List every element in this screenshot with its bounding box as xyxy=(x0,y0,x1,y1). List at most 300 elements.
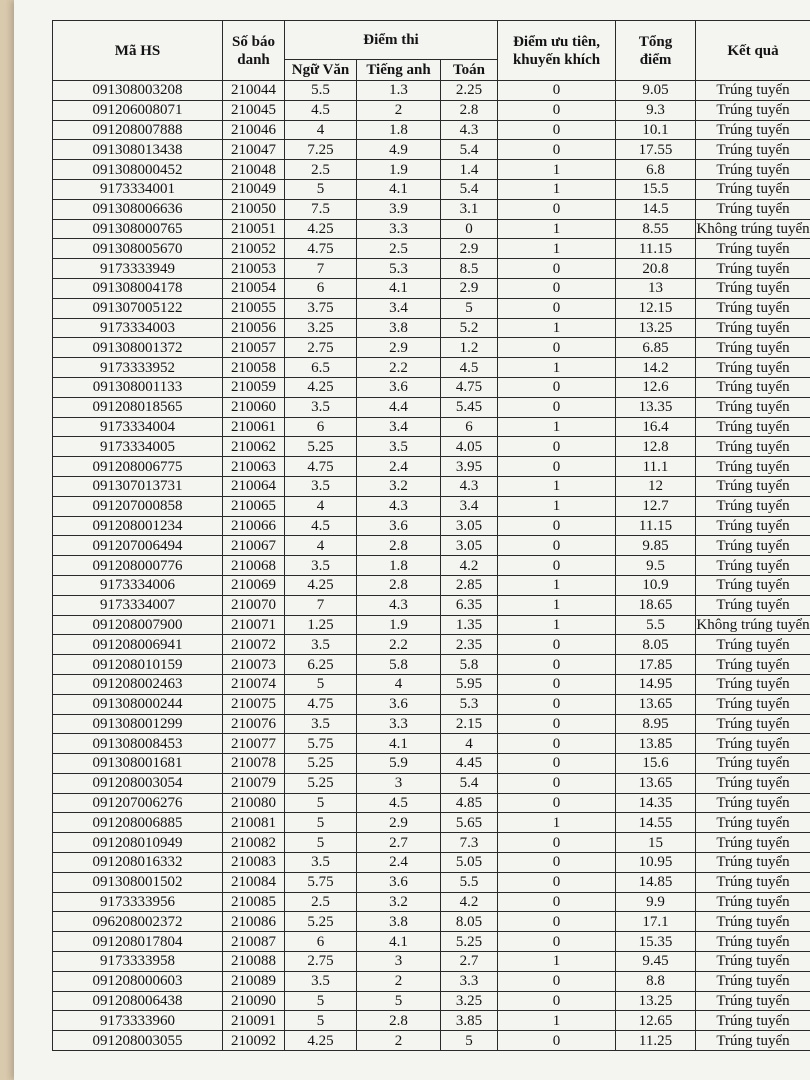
cell-ngu-van: 3.5 xyxy=(285,476,357,496)
cell-uu-tien: 0 xyxy=(498,892,616,912)
cell-uu-tien: 0 xyxy=(498,833,616,853)
table-row xyxy=(53,476,810,496)
cell-uu-tien: 0 xyxy=(498,81,616,101)
cell-toan: 5.25 xyxy=(441,932,498,952)
cell-ngu-van: 6 xyxy=(285,417,357,437)
table-row xyxy=(53,734,810,754)
cell-tong-diem: 11.1 xyxy=(616,457,696,477)
cell-ma-hs: 091208006885 xyxy=(53,813,223,833)
cell-toan: 2.9 xyxy=(441,239,498,259)
cell-ma-hs: 091208006438 xyxy=(53,991,223,1011)
cell-ngu-van: 7.5 xyxy=(285,199,357,219)
cell-uu-tien: 0 xyxy=(498,655,616,675)
cell-uu-tien: 0 xyxy=(498,338,616,358)
cell-uu-tien: 0 xyxy=(498,377,616,397)
cell-ngu-van: 4.25 xyxy=(285,377,357,397)
cell-toan: 8.5 xyxy=(441,259,498,279)
cell-tong-diem: 10.95 xyxy=(616,853,696,873)
cell-tieng-anh: 2.8 xyxy=(357,1011,441,1031)
cell-ket-qua: Trúng tuyển xyxy=(696,892,810,912)
cell-ket-qua: Trúng tuyển xyxy=(696,298,810,318)
cell-ket-qua: Trúng tuyển xyxy=(696,1011,810,1031)
cell-ket-qua: Trúng tuyển xyxy=(696,734,810,754)
cell-toan: 5.05 xyxy=(441,853,498,873)
paper-sheet xyxy=(14,0,810,1080)
cell-tong-diem: 13.25 xyxy=(616,991,696,1011)
cell-tieng-anh: 5 xyxy=(357,991,441,1011)
cell-ma-hs: 9173333952 xyxy=(53,358,223,378)
cell-so-bao-danh: 210075 xyxy=(223,694,285,714)
cell-toan: 4.2 xyxy=(441,892,498,912)
cell-so-bao-danh: 210085 xyxy=(223,892,285,912)
cell-so-bao-danh: 210076 xyxy=(223,714,285,734)
cell-ket-qua: Trúng tuyển xyxy=(696,991,810,1011)
cell-tieng-anh: 2.8 xyxy=(357,536,441,556)
cell-tong-diem: 9.9 xyxy=(616,892,696,912)
cell-tong-diem: 15 xyxy=(616,833,696,853)
cell-ket-qua: Trúng tuyển xyxy=(696,377,810,397)
table-row xyxy=(53,120,810,140)
cell-tong-diem: 12.7 xyxy=(616,496,696,516)
cell-ngu-van: 4.5 xyxy=(285,100,357,120)
cell-ma-hs: 091208003054 xyxy=(53,773,223,793)
table-row xyxy=(53,259,810,279)
cell-ngu-van: 3.25 xyxy=(285,318,357,338)
cell-ket-qua: Trúng tuyển xyxy=(696,120,810,140)
cell-tong-diem: 11.15 xyxy=(616,239,696,259)
cell-ngu-van: 5.25 xyxy=(285,912,357,932)
cell-toan: 5.95 xyxy=(441,674,498,694)
cell-so-bao-danh: 210073 xyxy=(223,655,285,675)
cell-tieng-anh: 3.3 xyxy=(357,714,441,734)
cell-ngu-van: 6.25 xyxy=(285,655,357,675)
table-row xyxy=(53,991,810,1011)
cell-ket-qua: Trúng tuyển xyxy=(696,714,810,734)
cell-ngu-van: 5 xyxy=(285,833,357,853)
cell-so-bao-danh: 210089 xyxy=(223,971,285,991)
cell-ket-qua: Trúng tuyển xyxy=(696,635,810,655)
cell-toan: 3.25 xyxy=(441,991,498,1011)
cell-ma-hs: 091308000765 xyxy=(53,219,223,239)
cell-ket-qua: Trúng tuyển xyxy=(696,872,810,892)
cell-ngu-van: 3.5 xyxy=(285,971,357,991)
cell-ma-hs: 091208017804 xyxy=(53,932,223,952)
cell-toan: 0 xyxy=(441,219,498,239)
cell-so-bao-danh: 210087 xyxy=(223,932,285,952)
table-row xyxy=(53,714,810,734)
cell-ngu-van: 5 xyxy=(285,179,357,199)
table-body xyxy=(53,81,810,1051)
cell-tong-diem: 20.8 xyxy=(616,259,696,279)
cell-tieng-anh: 5.8 xyxy=(357,655,441,675)
cell-ngu-van: 4 xyxy=(285,496,357,516)
results-table xyxy=(52,20,810,1051)
cell-tieng-anh: 4.3 xyxy=(357,595,441,615)
cell-ngu-van: 5.25 xyxy=(285,754,357,774)
cell-so-bao-danh: 210046 xyxy=(223,120,285,140)
table-row xyxy=(53,358,810,378)
table-row xyxy=(53,377,810,397)
cell-ngu-van: 3.75 xyxy=(285,298,357,318)
cell-tong-diem: 8.8 xyxy=(616,971,696,991)
cell-tong-diem: 12.8 xyxy=(616,437,696,457)
col-tieng-anh: Tiếng anh xyxy=(357,60,441,81)
cell-ma-hs: 091308001133 xyxy=(53,377,223,397)
cell-ngu-van: 4.25 xyxy=(285,1031,357,1051)
cell-tieng-anh: 3.3 xyxy=(357,219,441,239)
cell-so-bao-danh: 210051 xyxy=(223,219,285,239)
table-row xyxy=(53,81,810,101)
cell-so-bao-danh: 210079 xyxy=(223,773,285,793)
cell-tieng-anh: 1.3 xyxy=(357,81,441,101)
table-row xyxy=(53,952,810,972)
cell-uu-tien: 0 xyxy=(498,457,616,477)
cell-tieng-anh: 3.2 xyxy=(357,892,441,912)
cell-ma-hs: 091208003055 xyxy=(53,1031,223,1051)
table-row xyxy=(53,140,810,160)
cell-toan: 2.25 xyxy=(441,81,498,101)
table-row xyxy=(53,793,810,813)
cell-ket-qua: Không trúng tuyển xyxy=(696,220,810,237)
table-row xyxy=(53,100,810,120)
cell-tieng-anh: 3.5 xyxy=(357,437,441,457)
cell-tieng-anh: 2.5 xyxy=(357,239,441,259)
cell-ma-hs: 9173333960 xyxy=(53,1011,223,1031)
table-row xyxy=(53,773,810,793)
cell-ma-hs: 091208000776 xyxy=(53,556,223,576)
cell-ma-hs: 091208018565 xyxy=(53,397,223,417)
cell-tieng-anh: 3.2 xyxy=(357,476,441,496)
table-row xyxy=(53,575,810,595)
cell-ket-qua: Trúng tuyển xyxy=(696,674,810,694)
cell-ket-qua: Trúng tuyển xyxy=(696,932,810,952)
cell-ket-qua: Trúng tuyển xyxy=(696,199,810,219)
table-row xyxy=(53,397,810,417)
cell-tieng-anh: 2 xyxy=(357,1031,441,1051)
cell-ngu-van: 4 xyxy=(285,536,357,556)
cell-toan: 4.85 xyxy=(441,793,498,813)
cell-uu-tien: 1 xyxy=(498,358,616,378)
cell-ket-qua: Trúng tuyển xyxy=(696,853,810,873)
table-row xyxy=(53,179,810,199)
cell-ngu-van: 5 xyxy=(285,813,357,833)
table-row xyxy=(53,674,810,694)
cell-ket-qua: Trúng tuyển xyxy=(696,952,810,972)
cell-ma-hs: 091208002463 xyxy=(53,674,223,694)
table-row xyxy=(53,813,810,833)
cell-ngu-van: 1.25 xyxy=(285,615,357,635)
cell-so-bao-danh: 210090 xyxy=(223,991,285,1011)
cell-ket-qua: Trúng tuyển xyxy=(696,516,810,536)
cell-ket-qua: Trúng tuyển xyxy=(696,457,810,477)
cell-tong-diem: 10.9 xyxy=(616,575,696,595)
cell-tieng-anh: 1.8 xyxy=(357,120,441,140)
cell-ket-qua: Trúng tuyển xyxy=(696,773,810,793)
cell-tong-diem: 14.85 xyxy=(616,872,696,892)
col-diem-thi: Điểm thi xyxy=(285,21,498,60)
cell-uu-tien: 0 xyxy=(498,872,616,892)
table-row xyxy=(53,694,810,714)
cell-ket-qua: Trúng tuyển xyxy=(696,179,810,199)
cell-uu-tien: 0 xyxy=(498,298,616,318)
cell-tieng-anh: 4.1 xyxy=(357,932,441,952)
cell-uu-tien: 0 xyxy=(498,793,616,813)
cell-tong-diem: 15.35 xyxy=(616,932,696,952)
cell-tong-diem: 13.35 xyxy=(616,397,696,417)
cell-toan: 1.2 xyxy=(441,338,498,358)
cell-tong-diem: 17.1 xyxy=(616,912,696,932)
cell-ma-hs: 091207006494 xyxy=(53,536,223,556)
table-row xyxy=(53,872,810,892)
cell-ngu-van: 4 xyxy=(285,120,357,140)
cell-so-bao-danh: 210083 xyxy=(223,853,285,873)
cell-ma-hs: 091308008453 xyxy=(53,734,223,754)
cell-tieng-anh: 3.4 xyxy=(357,298,441,318)
cell-tieng-anh: 4.1 xyxy=(357,179,441,199)
cell-tieng-anh: 2.7 xyxy=(357,833,441,853)
cell-tong-diem: 13.65 xyxy=(616,773,696,793)
cell-tieng-anh: 4.5 xyxy=(357,793,441,813)
cell-so-bao-danh: 210082 xyxy=(223,833,285,853)
cell-ket-qua: Trúng tuyển xyxy=(696,1031,810,1051)
cell-tieng-anh: 3.6 xyxy=(357,377,441,397)
cell-ma-hs: 091208016332 xyxy=(53,853,223,873)
cell-ngu-van: 2.75 xyxy=(285,952,357,972)
cell-tong-diem: 8.95 xyxy=(616,714,696,734)
cell-so-bao-danh: 210069 xyxy=(223,575,285,595)
cell-ma-hs: 091308004178 xyxy=(53,278,223,298)
cell-uu-tien: 1 xyxy=(498,496,616,516)
cell-ma-hs: 091208000603 xyxy=(53,971,223,991)
cell-ngu-van: 5 xyxy=(285,991,357,1011)
cell-ket-qua: Trúng tuyển xyxy=(696,397,810,417)
cell-uu-tien: 0 xyxy=(498,773,616,793)
cell-so-bao-danh: 210081 xyxy=(223,813,285,833)
cell-ket-qua: Trúng tuyển xyxy=(696,655,810,675)
cell-tong-diem: 9.5 xyxy=(616,556,696,576)
cell-uu-tien: 0 xyxy=(498,516,616,536)
cell-tieng-anh: 1.9 xyxy=(357,615,441,635)
cell-ma-hs: 091206008071 xyxy=(53,100,223,120)
cell-ngu-van: 7 xyxy=(285,259,357,279)
cell-ngu-van: 2.5 xyxy=(285,160,357,180)
cell-ngu-van: 6 xyxy=(285,932,357,952)
cell-ngu-van: 5 xyxy=(285,793,357,813)
col-ma-hs: Mã HS xyxy=(53,21,223,81)
cell-tieng-anh: 3.9 xyxy=(357,199,441,219)
cell-ngu-van: 2.5 xyxy=(285,892,357,912)
table-row xyxy=(53,318,810,338)
cell-uu-tien: 0 xyxy=(498,278,616,298)
cell-so-bao-danh: 210060 xyxy=(223,397,285,417)
cell-ket-qua: Trúng tuyển xyxy=(696,476,810,496)
cell-tong-diem: 13.65 xyxy=(616,694,696,714)
cell-so-bao-danh: 210049 xyxy=(223,179,285,199)
table-row xyxy=(53,496,810,516)
cell-ma-hs: 091308005670 xyxy=(53,239,223,259)
cell-ma-hs: 091308001502 xyxy=(53,872,223,892)
cell-tieng-anh: 2.9 xyxy=(357,338,441,358)
cell-ngu-van: 5 xyxy=(285,1011,357,1031)
cell-ngu-van: 7.25 xyxy=(285,140,357,160)
cell-ma-hs: 091208010159 xyxy=(53,655,223,675)
cell-ma-hs: 9173333958 xyxy=(53,952,223,972)
cell-tong-diem: 13.85 xyxy=(616,734,696,754)
cell-toan: 4.2 xyxy=(441,556,498,576)
cell-ngu-van: 4.5 xyxy=(285,516,357,536)
cell-tieng-anh: 4.9 xyxy=(357,140,441,160)
cell-ngu-van: 4.75 xyxy=(285,239,357,259)
cell-so-bao-danh: 210067 xyxy=(223,536,285,556)
cell-uu-tien: 0 xyxy=(498,536,616,556)
cell-so-bao-danh: 210086 xyxy=(223,912,285,932)
cell-uu-tien: 1 xyxy=(498,575,616,595)
cell-tong-diem: 12.6 xyxy=(616,377,696,397)
table-row xyxy=(53,1031,810,1051)
cell-uu-tien: 0 xyxy=(498,140,616,160)
cell-ket-qua: Trúng tuyển xyxy=(696,358,810,378)
table-row xyxy=(53,516,810,536)
col-uu-tien: Điểm ưu tiên, khuyến khích xyxy=(498,21,616,81)
cell-toan: 5.4 xyxy=(441,140,498,160)
cell-tong-diem: 9.05 xyxy=(616,81,696,101)
cell-ket-qua: Trúng tuyển xyxy=(696,338,810,358)
cell-so-bao-danh: 210052 xyxy=(223,239,285,259)
cell-tong-diem: 14.5 xyxy=(616,199,696,219)
cell-ngu-van: 3.5 xyxy=(285,397,357,417)
cell-so-bao-danh: 210058 xyxy=(223,358,285,378)
cell-toan: 7.3 xyxy=(441,833,498,853)
table-row xyxy=(53,338,810,358)
cell-tieng-anh: 2.8 xyxy=(357,575,441,595)
cell-ket-qua: Trúng tuyển xyxy=(696,556,810,576)
cell-uu-tien: 1 xyxy=(498,952,616,972)
cell-ma-hs: 091308001372 xyxy=(53,338,223,358)
cell-ket-qua: Không trúng tuyển xyxy=(696,616,810,633)
cell-ket-qua: Trúng tuyển xyxy=(696,793,810,813)
table-row xyxy=(53,615,810,635)
table-row xyxy=(53,278,810,298)
cell-so-bao-danh: 210091 xyxy=(223,1011,285,1031)
table-row xyxy=(53,932,810,952)
cell-tieng-anh: 1.8 xyxy=(357,556,441,576)
cell-toan: 3.1 xyxy=(441,199,498,219)
cell-ket-qua: Trúng tuyển xyxy=(696,417,810,437)
cell-uu-tien: 0 xyxy=(498,754,616,774)
cell-uu-tien: 0 xyxy=(498,100,616,120)
cell-uu-tien: 0 xyxy=(498,971,616,991)
cell-tieng-anh: 5.3 xyxy=(357,259,441,279)
table-row xyxy=(53,635,810,655)
cell-ma-hs: 091208001234 xyxy=(53,516,223,536)
cell-toan: 5.3 xyxy=(441,694,498,714)
cell-uu-tien: 0 xyxy=(498,932,616,952)
cell-uu-tien: 0 xyxy=(498,674,616,694)
cell-tieng-anh: 4.1 xyxy=(357,278,441,298)
cell-so-bao-danh: 210088 xyxy=(223,952,285,972)
cell-toan: 4.75 xyxy=(441,377,498,397)
col-toan: Toán xyxy=(441,60,498,81)
cell-toan: 5.45 xyxy=(441,397,498,417)
cell-tong-diem: 16.4 xyxy=(616,417,696,437)
table-row xyxy=(53,595,810,615)
cell-ket-qua: Trúng tuyển xyxy=(696,833,810,853)
col-tong-diem: Tổng điểm xyxy=(616,21,696,81)
cell-so-bao-danh: 210047 xyxy=(223,140,285,160)
cell-ma-hs: 9173334004 xyxy=(53,417,223,437)
cell-tong-diem: 12.15 xyxy=(616,298,696,318)
cell-so-bao-danh: 210062 xyxy=(223,437,285,457)
cell-tieng-anh: 3.6 xyxy=(357,872,441,892)
cell-uu-tien: 1 xyxy=(498,1011,616,1031)
cell-tieng-anh: 3.6 xyxy=(357,516,441,536)
cell-ma-hs: 9173334007 xyxy=(53,595,223,615)
cell-tieng-anh: 2.2 xyxy=(357,635,441,655)
cell-so-bao-danh: 210074 xyxy=(223,674,285,694)
cell-toan: 5.2 xyxy=(441,318,498,338)
cell-tong-diem: 17.85 xyxy=(616,655,696,675)
cell-toan: 4.05 xyxy=(441,437,498,457)
cell-uu-tien: 0 xyxy=(498,734,616,754)
cell-tong-diem: 13.25 xyxy=(616,318,696,338)
table-row xyxy=(53,971,810,991)
cell-ma-hs: 091308000452 xyxy=(53,160,223,180)
cell-so-bao-danh: 210070 xyxy=(223,595,285,615)
table-row xyxy=(53,556,810,576)
table-row xyxy=(53,160,810,180)
cell-toan: 2.35 xyxy=(441,635,498,655)
cell-ket-qua: Trúng tuyển xyxy=(696,971,810,991)
col-ngu-van: Ngữ Văn xyxy=(285,60,357,81)
cell-toan: 2.7 xyxy=(441,952,498,972)
cell-uu-tien: 0 xyxy=(498,991,616,1011)
cell-uu-tien: 0 xyxy=(498,1031,616,1051)
cell-uu-tien: 0 xyxy=(498,853,616,873)
cell-uu-tien: 1 xyxy=(498,219,616,239)
cell-ma-hs: 9173334006 xyxy=(53,575,223,595)
cell-ma-hs: 9173334001 xyxy=(53,179,223,199)
cell-toan: 3.95 xyxy=(441,457,498,477)
table-row xyxy=(53,417,810,437)
cell-tong-diem: 12.65 xyxy=(616,1011,696,1031)
cell-uu-tien: 0 xyxy=(498,437,616,457)
cell-toan: 1.35 xyxy=(441,615,498,635)
cell-ma-hs: 091308001299 xyxy=(53,714,223,734)
cell-ma-hs: 091208007888 xyxy=(53,120,223,140)
cell-so-bao-danh: 210080 xyxy=(223,793,285,813)
cell-toan: 5.65 xyxy=(441,813,498,833)
cell-ma-hs: 091308001681 xyxy=(53,754,223,774)
cell-ma-hs: 091207006276 xyxy=(53,793,223,813)
cell-tong-diem: 10.1 xyxy=(616,120,696,140)
cell-ngu-van: 5.75 xyxy=(285,872,357,892)
col-so-bao-danh: Số báo danh xyxy=(223,21,285,81)
cell-tong-diem: 17.55 xyxy=(616,140,696,160)
table-row xyxy=(53,892,810,912)
cell-uu-tien: 0 xyxy=(498,694,616,714)
cell-ma-hs: 9173334003 xyxy=(53,318,223,338)
table-row xyxy=(53,655,810,675)
cell-ket-qua: Trúng tuyển xyxy=(696,754,810,774)
cell-tieng-anh: 3 xyxy=(357,952,441,972)
cell-tieng-anh: 4.4 xyxy=(357,397,441,417)
cell-ket-qua: Trúng tuyển xyxy=(696,437,810,457)
cell-ma-hs: 091308003208 xyxy=(53,81,223,101)
cell-ngu-van: 5 xyxy=(285,674,357,694)
cell-tong-diem: 8.55 xyxy=(616,219,696,239)
table-row xyxy=(53,219,810,239)
cell-toan: 3.4 xyxy=(441,496,498,516)
